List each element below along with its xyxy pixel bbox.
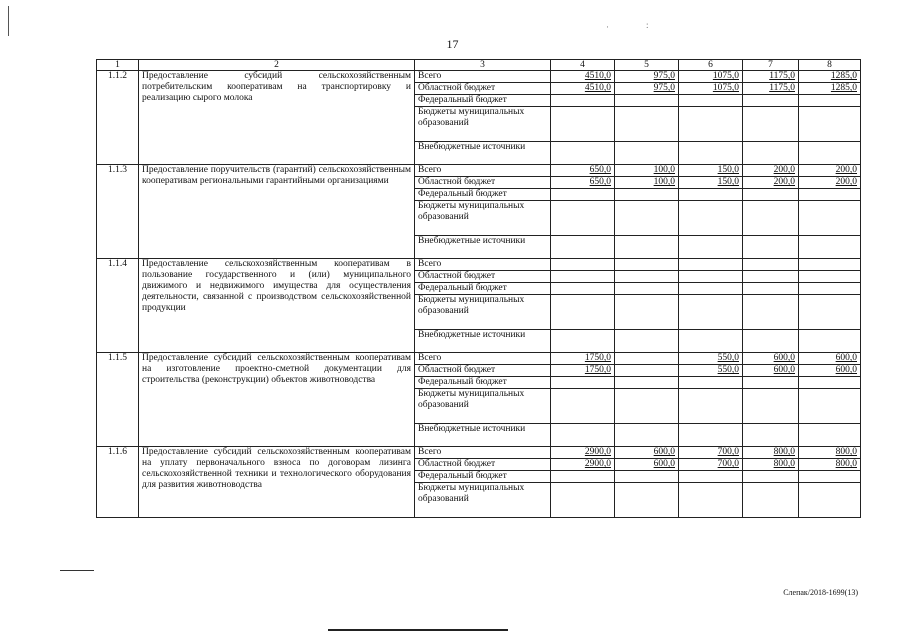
amount-cell: 1285,0 — [799, 71, 861, 83]
column-header: 1 — [97, 60, 139, 71]
amount-cell — [799, 389, 861, 424]
amount-cell — [615, 353, 679, 365]
amount-cell — [679, 389, 743, 424]
item-number: 1.1.2 — [97, 71, 139, 165]
amount-cell — [615, 377, 679, 389]
amount-cell — [615, 283, 679, 295]
amount-cell — [615, 365, 679, 377]
amount-cell: 4510,0 — [551, 71, 615, 83]
amount-cell: 700,0 — [679, 447, 743, 459]
amount-cell: 975,0 — [615, 83, 679, 95]
amount-cell — [551, 330, 615, 353]
funding-table — [96, 59, 861, 518]
funding-source: Федеральный бюджет — [415, 377, 551, 389]
amount-cell — [615, 295, 679, 330]
amount-cell — [679, 107, 743, 142]
amount-cell — [615, 389, 679, 424]
document-code: Слепак/2018-1699(13) — [783, 588, 858, 597]
amount-cell — [615, 271, 679, 283]
amount-cell: 200,0 — [743, 165, 799, 177]
amount-cell: 1285,0 — [799, 83, 861, 95]
item-description: Предоставление поручительств (гарантий) сельскохозяйственным кооперативам региональными гарантийными организациями — [139, 165, 415, 259]
amount-cell: 1750,0 — [551, 353, 615, 365]
amount-cell: 1075,0 — [679, 83, 743, 95]
amount-cell — [551, 236, 615, 259]
amount-cell — [615, 471, 679, 483]
amount-cell: 200,0 — [799, 177, 861, 189]
item-description: Предоставление субсидий сельскохозяйственным потребительским кооперативам на транспортировку и реализацию сырого молока — [139, 71, 415, 165]
amount-cell — [551, 107, 615, 142]
funding-source: Внебюджетные источники — [415, 424, 551, 447]
funding-source: Всего — [415, 259, 551, 271]
table-row — [97, 165, 861, 177]
column-header: 6 — [679, 60, 743, 71]
amount-cell: 600,0 — [799, 365, 861, 377]
column-number-header — [97, 60, 861, 71]
amount-cell — [551, 189, 615, 201]
amount-cell — [743, 389, 799, 424]
funding-source: Областной бюджет — [415, 83, 551, 95]
table-row — [97, 259, 861, 271]
amount-cell — [615, 236, 679, 259]
amount-cell — [679, 471, 743, 483]
amount-cell — [615, 483, 679, 518]
amount-cell — [799, 259, 861, 271]
funding-source: Областной бюджет — [415, 177, 551, 189]
amount-cell: 800,0 — [743, 459, 799, 471]
amount-cell — [551, 424, 615, 447]
amount-cell — [743, 295, 799, 330]
amount-cell — [743, 271, 799, 283]
table-row — [97, 447, 861, 459]
funding-source: Внебюджетные источники — [415, 330, 551, 353]
bottom-rule — [328, 629, 508, 631]
amount-cell — [551, 201, 615, 236]
amount-cell — [799, 95, 861, 107]
amount-cell: 600,0 — [743, 365, 799, 377]
amount-cell — [799, 201, 861, 236]
amount-cell — [799, 424, 861, 447]
amount-cell — [743, 95, 799, 107]
amount-cell — [743, 236, 799, 259]
funding-source: Всего — [415, 165, 551, 177]
funding-source: Областной бюджет — [415, 365, 551, 377]
amount-cell — [799, 483, 861, 518]
amount-cell — [743, 483, 799, 518]
funding-source: Внебюджетные источники — [415, 236, 551, 259]
amount-cell — [799, 471, 861, 483]
amount-cell: 600,0 — [743, 353, 799, 365]
amount-cell — [551, 142, 615, 165]
funding-source: Внебюджетные источники — [415, 142, 551, 165]
funding-source: Бюджеты муниципальных образований — [415, 389, 551, 424]
amount-cell: 650,0 — [551, 165, 615, 177]
item-number: 1.1.6 — [97, 447, 139, 518]
amount-cell — [615, 424, 679, 447]
amount-cell — [679, 189, 743, 201]
amount-cell — [799, 283, 861, 295]
amount-cell: 550,0 — [679, 353, 743, 365]
amount-cell — [743, 259, 799, 271]
amount-cell — [551, 271, 615, 283]
amount-cell — [615, 142, 679, 165]
amount-cell — [679, 271, 743, 283]
amount-cell: 100,0 — [615, 177, 679, 189]
amount-cell — [551, 95, 615, 107]
funding-source: Федеральный бюджет — [415, 189, 551, 201]
table-row — [97, 353, 861, 365]
amount-cell: 600,0 — [615, 447, 679, 459]
amount-cell: 600,0 — [799, 353, 861, 365]
item-number: 1.1.4 — [97, 259, 139, 353]
amount-cell — [743, 330, 799, 353]
amount-cell: 1075,0 — [679, 71, 743, 83]
table-row — [97, 71, 861, 83]
amount-cell — [551, 259, 615, 271]
scan-edge-line — [8, 6, 9, 36]
funding-source: Бюджеты муниципальных образований — [415, 107, 551, 142]
funding-source: Всего — [415, 353, 551, 365]
item-description: Предоставление сельскохозяйственным кооперативам в пользование государственного и (или) муниципального движимого и недвижимого имущества для осуществления деятельности, связанной с производством сельскохозяйственной продукции — [139, 259, 415, 353]
column-header: 8 — [799, 60, 861, 71]
amount-cell — [551, 483, 615, 518]
amount-cell — [679, 201, 743, 236]
amount-cell — [799, 377, 861, 389]
funding-source: Федеральный бюджет — [415, 471, 551, 483]
amount-cell — [799, 271, 861, 283]
amount-cell: 200,0 — [743, 177, 799, 189]
amount-cell — [615, 189, 679, 201]
item-description: Предоставление субсидий сельскохозяйственным кооперативам на изготовление проектно-сметной документации для строительства (реконструкции) объектов животноводства — [139, 353, 415, 447]
amount-cell: 1750,0 — [551, 365, 615, 377]
amount-cell — [679, 295, 743, 330]
amount-cell: 800,0 — [799, 447, 861, 459]
scan-speck: : — [646, 20, 649, 30]
amount-cell — [679, 483, 743, 518]
amount-cell — [743, 201, 799, 236]
amount-cell — [615, 95, 679, 107]
amount-cell — [799, 189, 861, 201]
amount-cell: 4510,0 — [551, 83, 615, 95]
amount-cell: 975,0 — [615, 71, 679, 83]
item-number: 1.1.5 — [97, 353, 139, 447]
amount-cell — [551, 295, 615, 330]
funding-source: Федеральный бюджет — [415, 283, 551, 295]
scan-speck: · — [606, 22, 609, 32]
amount-cell — [799, 236, 861, 259]
amount-cell: 150,0 — [679, 165, 743, 177]
amount-cell — [615, 107, 679, 142]
funding-source: Всего — [415, 447, 551, 459]
amount-cell — [679, 142, 743, 165]
amount-cell: 1175,0 — [743, 83, 799, 95]
amount-cell — [615, 330, 679, 353]
amount-cell — [743, 142, 799, 165]
amount-cell — [615, 259, 679, 271]
amount-cell: 650,0 — [551, 177, 615, 189]
item-number: 1.1.3 — [97, 165, 139, 259]
column-header: 7 — [743, 60, 799, 71]
amount-cell — [799, 330, 861, 353]
column-header: 3 — [415, 60, 551, 71]
amount-cell — [743, 283, 799, 295]
amount-cell — [615, 201, 679, 236]
funding-source: Областной бюджет — [415, 459, 551, 471]
amount-cell — [743, 424, 799, 447]
amount-cell: 550,0 — [679, 365, 743, 377]
amount-cell — [679, 283, 743, 295]
amount-cell — [799, 142, 861, 165]
amount-cell: 1175,0 — [743, 71, 799, 83]
amount-cell — [679, 236, 743, 259]
amount-cell — [679, 330, 743, 353]
funding-source: Бюджеты муниципальных образований — [415, 295, 551, 330]
amount-cell: 800,0 — [799, 459, 861, 471]
funding-source: Областной бюджет — [415, 271, 551, 283]
amount-cell — [679, 424, 743, 447]
amount-cell: 600,0 — [615, 459, 679, 471]
column-header: 2 — [139, 60, 415, 71]
amount-cell — [743, 189, 799, 201]
amount-cell — [743, 377, 799, 389]
amount-cell — [799, 295, 861, 330]
funding-source: Бюджеты муниципальных образований — [415, 201, 551, 236]
funding-source: Бюджеты муниципальных образований — [415, 483, 551, 518]
amount-cell — [551, 471, 615, 483]
funding-source: Федеральный бюджет — [415, 95, 551, 107]
amount-cell — [551, 377, 615, 389]
amount-cell — [679, 259, 743, 271]
amount-cell: 2900,0 — [551, 459, 615, 471]
amount-cell — [551, 389, 615, 424]
amount-cell: 150,0 — [679, 177, 743, 189]
column-header: 5 — [615, 60, 679, 71]
amount-cell: 2900,0 — [551, 447, 615, 459]
amount-cell — [799, 107, 861, 142]
amount-cell: 200,0 — [799, 165, 861, 177]
amount-cell: 800,0 — [743, 447, 799, 459]
amount-cell — [679, 377, 743, 389]
amount-cell — [679, 95, 743, 107]
funding-source: Всего — [415, 71, 551, 83]
margin-mark — [60, 570, 94, 571]
amount-cell — [743, 471, 799, 483]
amount-cell — [743, 107, 799, 142]
amount-cell — [551, 283, 615, 295]
amount-cell: 700,0 — [679, 459, 743, 471]
column-header: 4 — [551, 60, 615, 71]
amount-cell: 100,0 — [615, 165, 679, 177]
page-number: 17 — [446, 37, 459, 51]
item-description: Предоставление субсидий сельскохозяйственным кооперативам на уплату первоначального взноса по договорам лизинга сельскохозяйственной техники и технологического оборудования для развития животноводства — [139, 447, 415, 518]
